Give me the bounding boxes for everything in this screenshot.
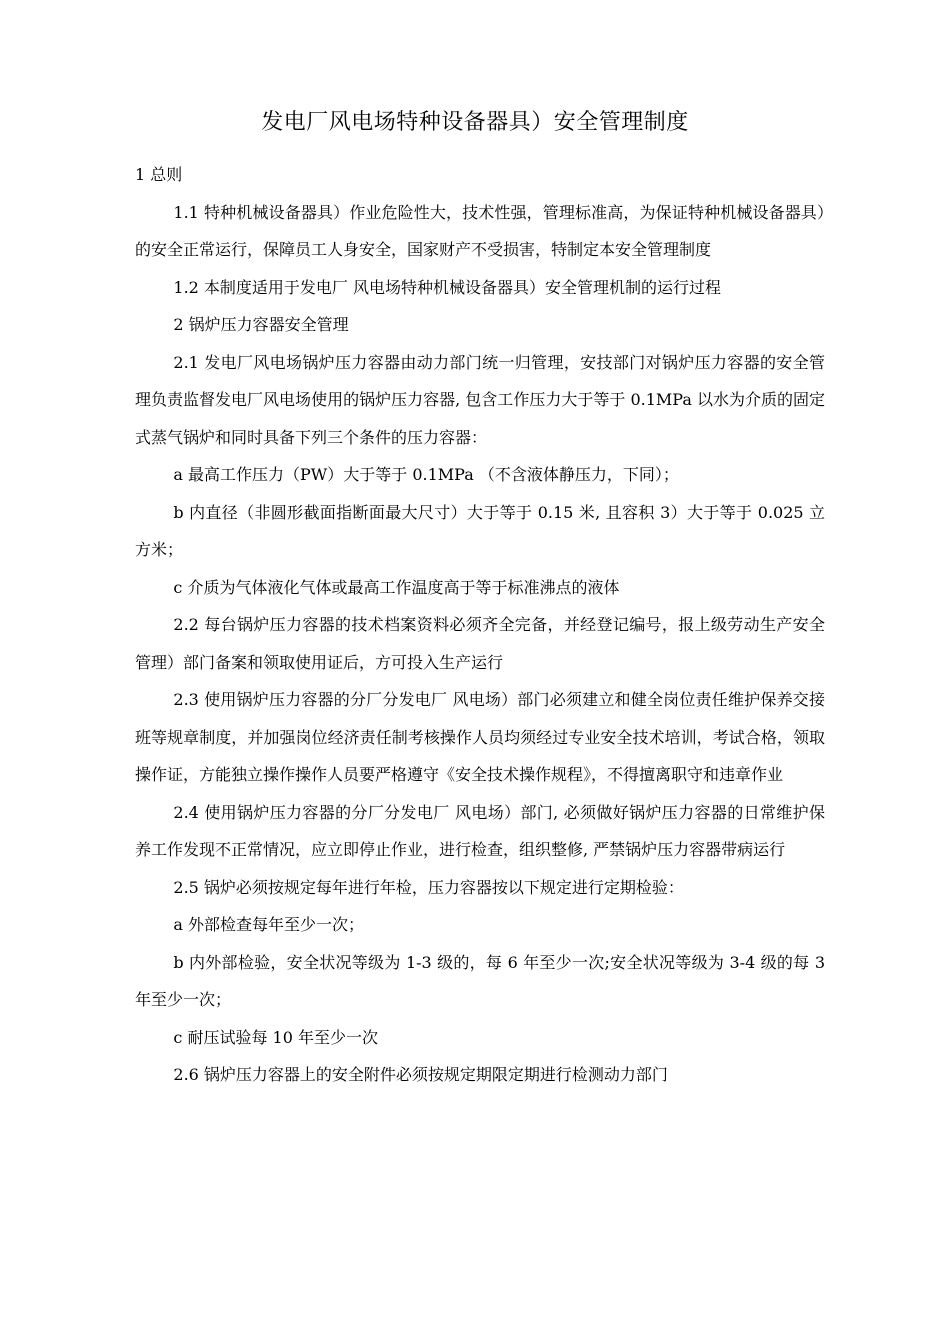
paragraph: 1.1 特种机械设备器具）作业危险性大，技术性强，管理标准高，为保证特种机械设备器具）的安全正常运行，保障员工人身安全，国家财产不受损害，特制定本安全管理制度 [135,202,825,259]
document-body [135,156,825,1094]
paragraph: c 耐压试验每 10 年至少一次 [173,1027,378,1047]
paragraph: 2.5 锅炉必须按规定每年进行年检，压力容器按以下规定进行定期检验： [173,877,684,897]
paragraph: 1.2 本制度适用于发电厂 风电场特种机械设备器具）安全管理机制的运行过程 [173,277,722,297]
paragraph: a 最高工作压力（PW）大于等于 0.1MPa （不含液体静压力，下同）； [173,465,679,484]
paragraph: 2.2 每台锅炉压力容器的技术档案资料必须齐全完备，并经登记编号，报上级劳动生产安全管理）部门备案和领取使用证后，方可投入生产运行 [135,615,825,672]
paragraph: 2 锅炉压力容器安全管理 [173,315,349,334]
document-title: 发电厂风电场特种设备器具）安全管理制度 [261,110,689,135]
paragraph: 2.4 使用锅炉压力容器的分厂分发电厂 风电场）部门, 必须做好锅炉压力容器的日常维护保养工作发现不正常情况，应立即停止作业，进行检查，组织整修, 严禁锅炉压力容器带病运行 [135,802,825,859]
paragraph: 1 总则 [135,165,183,184]
paragraph: b 内直径（非圆形截面指断面最大尺寸）大于等于 0.15 米, 且容积 3）大于等于 0.025 立方米； [135,502,825,559]
paragraph: 2.3 使用锅炉压力容器的分厂分发电厂 风电场）部门必须建立和健全岗位责任维护保养交接班等规章制度，并加强岗位经济责任制考核操作人员均须经过专业安全技术培训，考试合格，领取操作证，方能独立操作操作人员要严格遵守《安全技术操作规程》，不得擅离职守和违章作业 [135,690,825,784]
paragraph: c 介质为气体液化气体或最高工作温度高于等于标准沸点的液体 [173,577,620,597]
paragraph: a 外部检查每年至少一次； [173,915,365,934]
paragraph: 2.1 发电厂风电场锅炉压力容器由动力部门统一归管理，安技部门对锅炉压力容器的安全管理负责监督发电厂风电场使用的锅炉压力容器, 包含工作压力大于等于 0.1MPa 以水为介质的固定式蒸气锅炉和同时具备下列三个条件的压力容器： [135,352,825,447]
paragraph: b 内外部检验，安全状况等级为 1-3 级的，每 6 年至少一次;安全状况等级为 3-4 级的每 3 年至少一次； [135,952,825,1009]
paragraph: 2.6 锅炉压力容器上的安全附件必须按规定期限定期进行检测动力部门 [173,1065,668,1084]
